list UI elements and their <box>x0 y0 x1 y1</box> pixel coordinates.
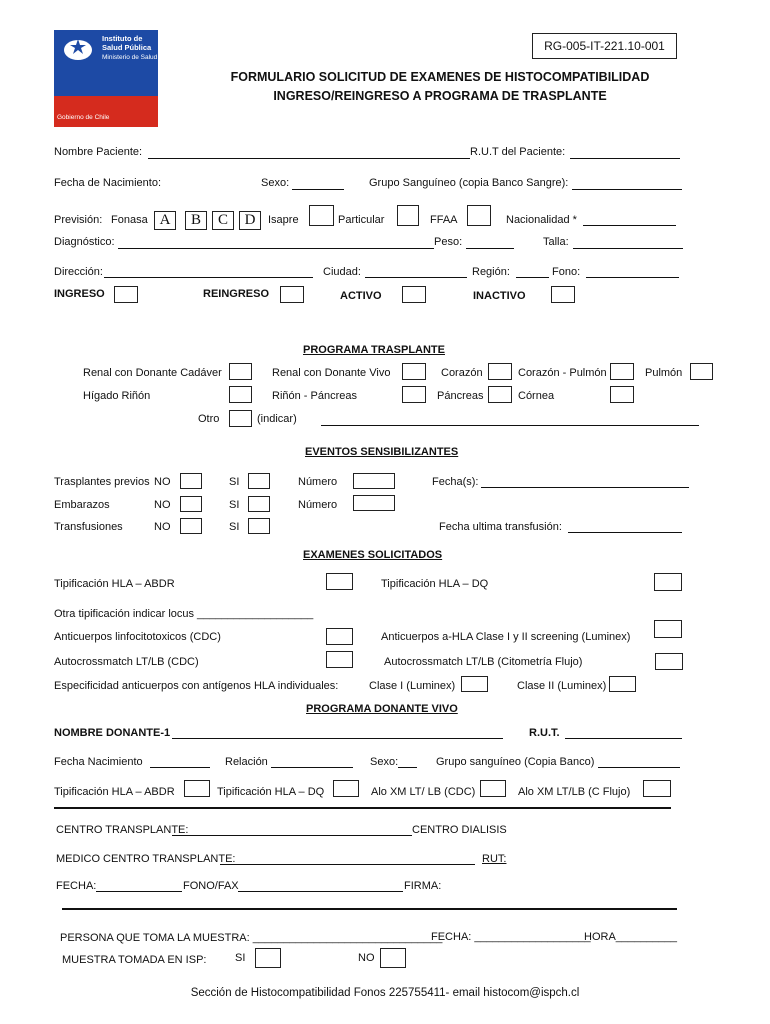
donor-alo-cdc-label: Alo XM LT/ LB (CDC) <box>371 786 476 798</box>
donor-alo-flujo-label: Alo XM LT/LB (C Flujo) <box>518 786 631 798</box>
fonasa-b[interactable]: B <box>185 211 207 230</box>
trasplantes-no-label: NO <box>154 476 171 488</box>
city-label: Ciudad: <box>323 266 361 278</box>
height-label: Talla: <box>543 236 569 248</box>
donor-dob-label: Fecha Nacimiento <box>54 756 143 768</box>
corazon-label: Corazón <box>441 367 483 379</box>
trasplantes-label: Trasplantes previos <box>54 476 150 488</box>
tomada-no-label: NO <box>358 952 375 964</box>
logo-line1: Instituto de <box>102 34 143 43</box>
corazon-pulmon-checkbox[interactable] <box>610 363 634 380</box>
form-subtitle: INGRESO/REINGRESO A PROGRAMA DE TRASPLANTE <box>273 89 607 103</box>
transfusiones-si-checkbox[interactable] <box>248 518 270 534</box>
exams-heading: EXAMENES SOLICITADOS <box>303 549 443 561</box>
isp-logo <box>54 30 158 127</box>
cdc-checkbox[interactable] <box>326 628 353 645</box>
ingreso-checkbox[interactable] <box>114 286 138 303</box>
fono-label: FONO/FAX <box>183 880 239 892</box>
fecha-label: FECHA: <box>56 880 97 892</box>
donor-blood-field[interactable] <box>598 767 680 768</box>
hla-dq-checkbox[interactable] <box>654 573 682 591</box>
embarazos-numero-label: Número <box>298 499 338 511</box>
embarazos-label: Embarazos <box>54 499 110 511</box>
document-code: RG-005-IT-221.10-001 <box>532 33 677 59</box>
rinon-pancreas-checkbox[interactable] <box>402 386 426 403</box>
trasplantes-si-checkbox[interactable] <box>248 473 270 489</box>
address-label: Dirección: <box>54 266 103 278</box>
patient-rut-field[interactable] <box>570 158 680 159</box>
donor-relation-label: Relación <box>225 756 268 768</box>
donor-hla-dq-checkbox[interactable] <box>333 780 359 797</box>
patient-name-label: Nombre Paciente: <box>54 146 143 158</box>
rinon-pancreas-label: Riñón - Páncreas <box>272 390 357 402</box>
reingreso-label: REINGRESO <box>203 288 270 300</box>
ultima-transfusion-label: Fecha ultima transfusión: <box>439 521 562 533</box>
persona-label: PERSONA QUE TOMA LA MUESTRA: _______________________________ <box>60 932 443 944</box>
footer-text: Sección de Histocompatibilidad Fonos 225755411- email histocom@ispch.cl <box>190 987 580 999</box>
dob-label: Fecha de Nacimiento: <box>54 177 161 189</box>
donor-alo-cdc-checkbox[interactable] <box>480 780 506 797</box>
centro-label: CENTRO TRANSPLANTE: <box>56 824 189 836</box>
reingreso-checkbox[interactable] <box>280 286 304 303</box>
indicar-label: (indicar) <box>257 413 297 425</box>
tomada-si-checkbox[interactable] <box>255 948 281 968</box>
trasplantes-si-label: SI <box>229 476 240 488</box>
fonasa-label: Fonasa <box>111 214 148 226</box>
trasplantes-numero-field[interactable] <box>353 473 395 489</box>
clase1-label: Clase I (Luminex) <box>369 680 456 692</box>
donor-hla-dq-label: Tipificación HLA – DQ <box>217 786 325 798</box>
cornea-label: Córnea <box>518 390 555 402</box>
donor-rut-field[interactable] <box>565 738 682 739</box>
hla-abdr-checkbox[interactable] <box>326 573 353 590</box>
corazon-pulmon-label: Corazón - Pulmón <box>518 367 607 379</box>
weight-label: Peso: <box>434 236 463 248</box>
centro-field[interactable] <box>172 835 412 836</box>
particular-label: Particular <box>338 214 385 226</box>
height-field[interactable] <box>573 248 683 249</box>
donor-blood-label: Grupo sanguíneo (Copia Banco) <box>436 756 595 768</box>
medico-label: MEDICO CENTRO TRANSPLANTE: <box>56 853 236 865</box>
blood-group-label: Grupo Sanguíneo (copia Banco Sangre): <box>369 177 569 189</box>
fechas-label: Fecha(s): <box>432 476 479 488</box>
ultima-transfusion-field[interactable] <box>568 532 682 533</box>
corazon-checkbox[interactable] <box>488 363 512 380</box>
clase2-label: Clase II (Luminex) <box>517 680 607 692</box>
renal-vivo-label: Renal con Donante Vivo <box>272 367 391 379</box>
region-label: Región: <box>472 266 510 278</box>
otro-checkbox[interactable] <box>229 410 252 427</box>
sample-fecha-label: FECHA: ___________________ <box>431 931 591 943</box>
prevision-label: Previsión: <box>54 214 103 226</box>
region-field[interactable] <box>516 277 549 278</box>
fonasa-d[interactable]: D <box>239 211 261 230</box>
clase1-checkbox[interactable] <box>461 676 488 692</box>
activo-label: ACTIVO <box>340 290 382 302</box>
logo-line2: Salud Pública <box>102 43 152 52</box>
embarazos-no-label: NO <box>154 499 171 511</box>
particular-checkbox[interactable] <box>397 205 419 226</box>
tomada-si-label: SI <box>235 952 246 964</box>
pulmon-checkbox[interactable] <box>690 363 713 380</box>
donor-relation-field[interactable] <box>271 767 353 768</box>
hla-dq-label: Tipificación HLA – DQ <box>381 578 489 590</box>
screening-label: Anticuerpos a-HLA Clase I y II screening (Luminex) <box>381 631 631 643</box>
tomada-label: MUESTRA TOMADA EN ISP: <box>62 954 207 966</box>
autocross-cdc-checkbox[interactable] <box>326 651 353 668</box>
program-heading: PROGRAMA TRASPLANTE <box>303 344 445 356</box>
donor-name-label: NOMBRE DONANTE-1 <box>54 727 171 739</box>
city-field[interactable] <box>365 277 467 278</box>
phone-label: Fono: <box>552 266 581 278</box>
cornea-checkbox[interactable] <box>610 386 634 403</box>
otra-tipificacion-label: Otra tipificación indicar locus ___________________ <box>54 608 314 620</box>
tomada-no-checkbox[interactable] <box>380 948 406 968</box>
ffaa-checkbox[interactable] <box>467 205 491 226</box>
section-divider <box>54 807 671 809</box>
section-divider-2 <box>62 908 677 910</box>
isapre-label: Isapre <box>268 214 299 226</box>
pulmon-label: Pulmón <box>645 367 683 379</box>
inactivo-label: INACTIVO <box>473 290 526 302</box>
donor-name-field[interactable] <box>172 738 503 739</box>
dialisis-label: CENTRO DIALISIS <box>412 824 507 836</box>
renal-vivo-checkbox[interactable] <box>402 363 426 380</box>
donor-rut-label: R.U.T. <box>529 727 560 739</box>
trasplantes-no-checkbox[interactable] <box>180 473 202 489</box>
clase2-checkbox[interactable] <box>609 676 636 692</box>
blood-group-field[interactable] <box>572 189 682 190</box>
screening-checkbox[interactable] <box>654 620 682 638</box>
sex-label: Sexo: <box>261 177 290 189</box>
transfusiones-label: Transfusiones <box>54 521 123 533</box>
transfusiones-no-label: NO <box>154 521 171 533</box>
otro-label: Otro <box>198 413 220 425</box>
patient-rut-label: R.U.T del Paciente: <box>470 146 566 158</box>
pancreas-checkbox[interactable] <box>488 386 512 403</box>
donor-sex-label: Sexo: <box>370 756 399 768</box>
patient-name-field[interactable] <box>148 158 470 159</box>
otro-field[interactable] <box>321 425 699 426</box>
sex-field[interactable] <box>292 189 344 190</box>
firma-label: FIRMA: <box>404 880 442 892</box>
especificidad-label: Especificidad anticuerpos con antígenos HLA individuales: <box>54 680 339 692</box>
autocross-cdc-label: Autocrossmatch LT/LB (CDC) <box>54 656 199 668</box>
donor-alo-flujo-checkbox[interactable] <box>643 780 671 797</box>
renal-cadaver-label: Renal con Donante Cadáver <box>83 367 222 379</box>
embarazos-si-label: SI <box>229 499 240 511</box>
medico-field[interactable] <box>220 864 475 865</box>
renal-cadaver-checkbox[interactable] <box>229 363 252 380</box>
transfusiones-si-label: SI <box>229 521 240 533</box>
donor-hla-abdr-checkbox[interactable] <box>184 780 210 797</box>
medico-rut-label: RUT: <box>482 853 507 865</box>
form-title: FORMULARIO SOLICITUD DE EXAMENES DE HISTOCOMPATIBILIDAD <box>230 70 650 84</box>
higado-rinon-checkbox[interactable] <box>229 386 252 403</box>
pancreas-label: Páncreas <box>437 390 484 402</box>
donor-hla-abdr-label: Tipificación HLA – ABDR <box>54 786 175 798</box>
fono-field[interactable] <box>238 891 403 892</box>
isapre-checkbox[interactable] <box>309 205 334 226</box>
ffaa-label: FFAA <box>430 214 458 226</box>
logo-gov: Gobierno de Chile <box>57 114 110 121</box>
autocross-flujo-checkbox[interactable] <box>655 653 683 670</box>
cdc-label: Anticuerpos linfocitotoxicos (CDC) <box>54 631 221 643</box>
nationality-field[interactable] <box>583 225 676 226</box>
diagnosis-field[interactable] <box>118 248 434 249</box>
donor-heading: PROGRAMA DONANTE VIVO <box>306 703 458 715</box>
weight-field[interactable] <box>466 248 514 249</box>
higado-rinon-label: Hígado Riñón <box>83 390 151 402</box>
donor-sex-field[interactable] <box>398 767 417 768</box>
hla-abdr-label: Tipificación HLA – ABDR <box>54 578 175 590</box>
transfusiones-no-checkbox[interactable] <box>180 518 202 534</box>
inactivo-checkbox[interactable] <box>551 286 575 303</box>
address-field[interactable] <box>104 277 313 278</box>
ingreso-label: INGRESO <box>54 288 105 300</box>
trasplantes-numero-label: Número <box>298 476 338 488</box>
embarazos-si-checkbox[interactable] <box>248 496 270 512</box>
fonasa-c[interactable]: C <box>212 211 234 230</box>
events-heading: EVENTOS SENSIBILIZANTES <box>305 446 459 458</box>
fechas-field[interactable] <box>481 487 689 488</box>
sample-hora-label: HORA__________ <box>584 931 677 943</box>
activo-checkbox[interactable] <box>402 286 426 303</box>
fecha-field[interactable] <box>96 891 182 892</box>
phone-field[interactable] <box>586 277 679 278</box>
embarazos-no-checkbox[interactable] <box>180 496 202 512</box>
coat-of-arms-icon <box>59 36 97 62</box>
embarazos-numero-field[interactable] <box>353 495 395 511</box>
fonasa-a[interactable]: A <box>154 211 176 230</box>
logo-line3: Ministerio de Salud <box>102 54 158 61</box>
diagnosis-label: Diagnóstico: <box>54 236 115 248</box>
nationality-label: Nacionalidad * <box>506 214 577 226</box>
donor-dob-field[interactable] <box>150 767 210 768</box>
autocross-flujo-label: Autocrossmatch LT/LB (Citometría Flujo) <box>384 656 583 668</box>
